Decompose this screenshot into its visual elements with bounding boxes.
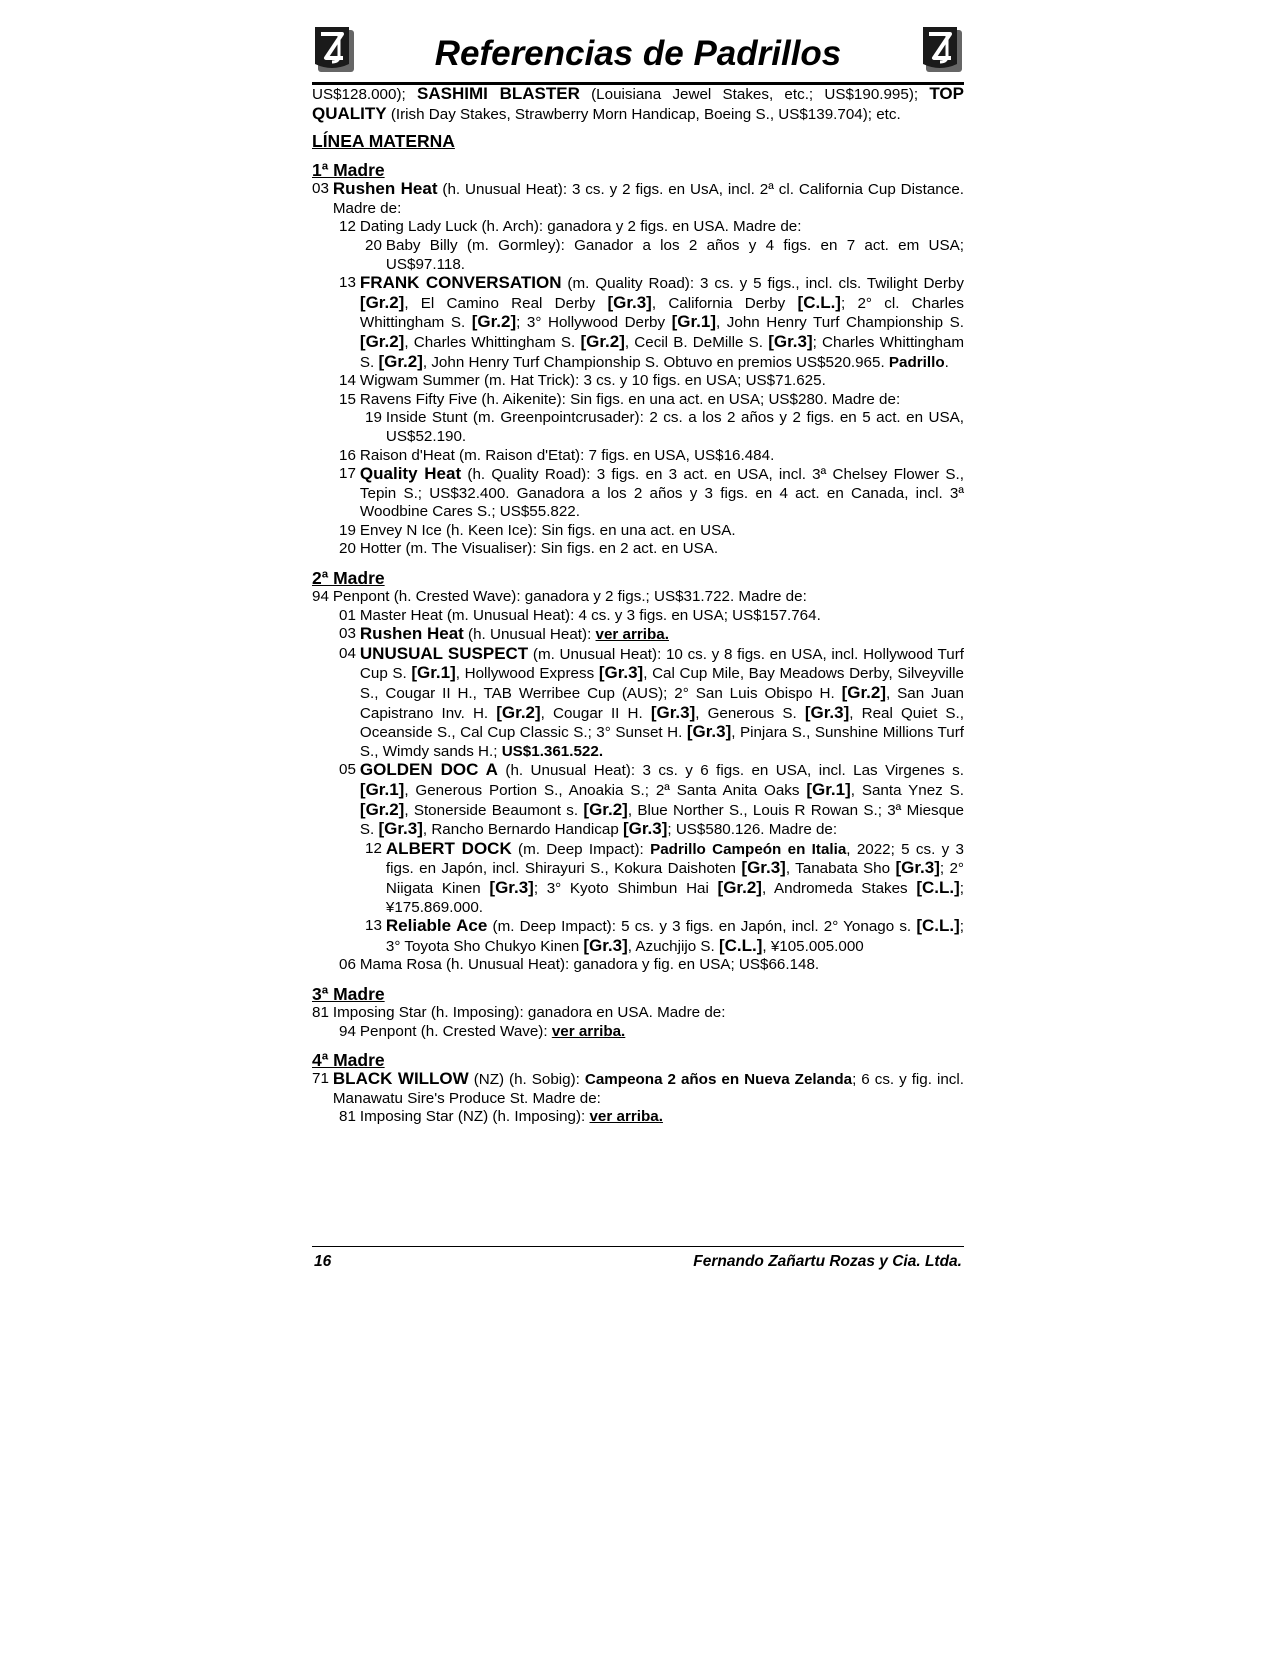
horse-name: Quality Heat [359,464,462,484]
pedigree-entry: 03 Rushen Heat (h. Unusual Heat): 3 cs. y 2 figs. en UsA, incl. 2ª cl. California Cup Distance. Madre de: [312,179,964,217]
document-page [312,20,964,1127]
pedigree-entry: 81 Imposing Star (NZ) (h. Imposing): ver arriba. [339,1108,663,1126]
grade-label: [Gr.3] [607,292,652,312]
section-heading-madre-2: 2ª Madre [312,568,385,589]
grade-label: [C.L.] [916,916,960,936]
grade-label: [Gr.3] [378,819,423,839]
page-number: 16 [314,1253,332,1270]
zr-shield-logo-icon [920,24,964,74]
pedigree-entry: 16 Raison d'Heat (m. Raison d'Etat): 7 figs. en USA, US$16.484. [339,446,775,464]
pedigree-entry: 81 Imposing Star (h. Imposing): ganadora en USA. Madre de: [312,1003,726,1021]
grade-label: [Gr.3] [895,858,940,878]
grade-label: [Gr.1] [411,663,456,683]
grade-label: [Gr.2] [359,331,405,351]
grade-label: [Gr.2] [359,292,405,312]
pedigree-entry: 20 Baby Billy (m. Gormley): Ganador a los 2 años y 4 figs. en 7 act. em USA; US$97.118. [365,236,964,273]
grade-label: [Gr.2] [378,351,423,371]
horse-name: UNUSUAL SUSPECT [359,643,529,663]
pedigree-entry: 06 Mama Rosa (h. Unusual Heat): ganadora y fig. en USA; US$66.148. [339,956,820,974]
grade-label: [Gr.3] [622,819,668,839]
grade-label: [Gr.1] [671,312,717,332]
pedigree-entry: 03 Rushen Heat (h. Unusual Heat): ver arriba. [339,624,669,644]
pedigree-entry: 12 Dating Lady Luck (h. Arch): ganadora y 2 figs. en USA. Madre de: [339,218,802,236]
page-header [312,20,964,85]
grade-label: [Gr.2] [471,312,517,332]
grade-label: [Gr.2] [580,331,625,351]
pedigree-entry: 13 Reliable Ace (m. Deep Impact): 5 cs. y 3 figs. en Japón, incl. 2° Yonago s. [C.L.]; 3° Toyota Sho Chukyo Kinen [Gr.3], Azuchjijo S. [C.L.], ¥105.005.000 [365,916,964,955]
grade-label: [Gr.1] [359,780,405,799]
pedigree-entry: 05 GOLDEN DOC A (h. Unusual Heat): 3 cs. y 6 figs. en USA, incl. Las Virgenes s. [Gr.1], Generous Portion S., Anoakia S.; 2ª Santa Anita Oaks [Gr.1], Santa Ynez S. [Gr.2], Stonerside Beaumont s. [Gr.2], Blue Norther S., Louis R Rowan S.; 3ª Miesque S. [Gr.3], Rancho Bernardo Handicap [Gr.3]; US$580.126. Madre de: [339,760,964,839]
horse-name: BLACK WILLOW [332,1069,469,1089]
grade-label: [Gr.3] [741,858,786,878]
grade-label: [Gr.2] [583,799,628,819]
horse-name: Reliable Ace [385,916,488,936]
grade-label: [C.L.] [718,935,763,955]
pedigree-entry: 94 Penpont (h. Crested Wave): ver arriba. [339,1022,626,1040]
page-footer [312,1246,964,1270]
section-heading-madre-3: 3ª Madre [312,983,385,1004]
pedigree-entry: 94 Penpont (h. Crested Wave): ganadora y 2 figs.; US$31.722. Madre de: [312,588,807,606]
section-heading-linea-materna: LÍNEA MATERNA [312,131,455,152]
horse-name: GOLDEN DOC A [359,760,498,780]
grade-label: [Gr.3] [598,663,644,683]
company-name: Fernando Zañartu Rozas y Cia. Ltda. [693,1253,962,1270]
horse-name: FRANK CONVERSATION [359,273,562,293]
section-heading-madre-4: 4ª Madre [312,1050,385,1071]
grade-label: [Gr.3] [768,331,813,351]
pedigree-entry: 01 Master Heat (m. Unusual Heat): 4 cs. y 3 figs. en USA; US$157.764. [339,606,821,624]
pedigree-entry: 20 Hotter (m. The Visualiser): Sin figs. en 2 act. en USA. [339,540,719,558]
pedigree-entry: 15 Ravens Fifty Five (h. Aikenite): Sin figs. en una act. en USA; US$280. Madre de: [339,390,901,408]
pedigree-entry: 04 UNUSUAL SUSPECT (m. Unusual Heat): 10 cs. y 8 figs. en USA, incl. Hollywood Turf Cup S. [Gr.1], Hollywood Express [Gr.3], Cal Cup Mile, Bay Meadows Derby, Silveyville S., Cougar II H., TAB Werribee Cup (AUS); 2° San Luis Obispo H. [Gr.2], San Juan Capistrano Inv. H. [Gr.2], Cougar II H. [Gr.3], Generous S. [Gr.3], Real Quiet S., Oceanside S., Cal Cup Classic S.; 3° Sunset H. [Gr.3], Pinjara S., Sunshine Millions Turf S., Wimdy sands H.; US$1.361.522. [339,643,964,760]
grade-label: [C.L.] [797,292,841,312]
grade-label: [Gr.3] [489,877,534,897]
pedigree-entry: 12 ALBERT DOCK (m. Deep Impact): Padrillo Campeón en Italia, 2022; 5 cs. y 3 figs. en Japón, incl. Shirayuri S., Kokura Daishoten [Gr.3], Tanabata Sho [Gr.3]; 2° Niigata Kinen [Gr.3]; 3° Kyoto Shimbun Hai [Gr.2], Andromeda Stakes [C.L.]; ¥175.869.000. [365,838,965,916]
grade-label: [Gr.2] [717,877,762,897]
grade-label: [Gr.3] [686,722,732,742]
grade-label: [Gr.3] [650,702,696,722]
document-body [312,85,964,1127]
ver-arriba-link[interactable]: ver arriba. [551,1022,626,1040]
section-heading-madre-1: 1ª Madre [312,160,385,181]
ver-arriba-link[interactable]: ver arriba. [589,1108,663,1126]
horse-name: SASHIMI BLASTER [416,84,580,103]
ver-arriba-link[interactable]: ver arriba. [595,626,669,644]
grade-label: [Gr.3] [804,702,850,722]
pedigree-entry: 19 Inside Stunt (m. Greenpointcrusader): 2 cs. a los 2 años y 2 figs. en 5 act. en USA, US$52.190. [365,409,964,445]
grade-label: [Gr.1] [806,780,851,799]
intro-paragraph: US$128.000); SASHIMI BLASTER (Louisiana Jewel Stakes, etc.; US$190.995); TOP QUALITY (Irish Day Stakes, Strawberry Morn Handicap, Boeing S., US$139.704); etc. [312,84,964,123]
pedigree-entry: 19 Envey N Ice (h. Keen Ice): Sin figs. en una act. en USA. [339,521,736,539]
pedigree-entry: 17 Quality Heat (h. Quality Road): 3 figs. en 3 act. en USA, incl. 3ª Chelsey Flower S., Tepin S.; US$32.400. Ganadora a los 2 años y 3 figs. en 4 act. en Canada, incl. 3ª Woodbine Cares S.; US$55.822. [339,464,964,521]
pedigree-entry: 71 BLACK WILLOW (NZ) (h. Sobig): Campeona 2 años en Nueva Zelanda; 6 cs. y fig. incl. Manawatu Sire's Produce St. Madre de: [312,1069,964,1107]
horse-name: Rushen Heat [359,624,464,644]
horse-name: Rushen Heat [332,179,438,199]
horse-name: TOP QUALITY [312,84,964,123]
grade-label: [Gr.2] [841,683,886,703]
grade-label: [Gr.3] [583,935,628,955]
pedigree-entry: 14 Wigwam Summer (m. Hat Trick): 3 cs. y 10 figs. en USA; US$71.625. [339,372,826,390]
horse-name: ALBERT DOCK [385,838,512,858]
page-title: Referencias de Padrillos [434,34,842,73]
grade-label: [C.L.] [916,877,960,897]
grade-label: [Gr.2] [496,702,541,722]
pedigree-entry: 13 FRANK CONVERSATION (m. Quality Road): 3 cs. y 5 figs., incl. cls. Twilight Derby [Gr.2], El Camino Real Derby [Gr.3], California Derby [C.L.]; 2° cl. Charles Whittingham S. [Gr.2]; 3° Hollywood Derby [Gr.1], John Henry Turf Championship S. [Gr.2], Charles Whittingham S. [Gr.2], Cecil B. DeMille S. [Gr.3]; Charles Whittingham S. [Gr.2], John Henry Turf Championship S. Obtuvo en premios US$520.965. Padrillo. [339,273,965,371]
grade-label: [Gr.2] [359,799,405,819]
